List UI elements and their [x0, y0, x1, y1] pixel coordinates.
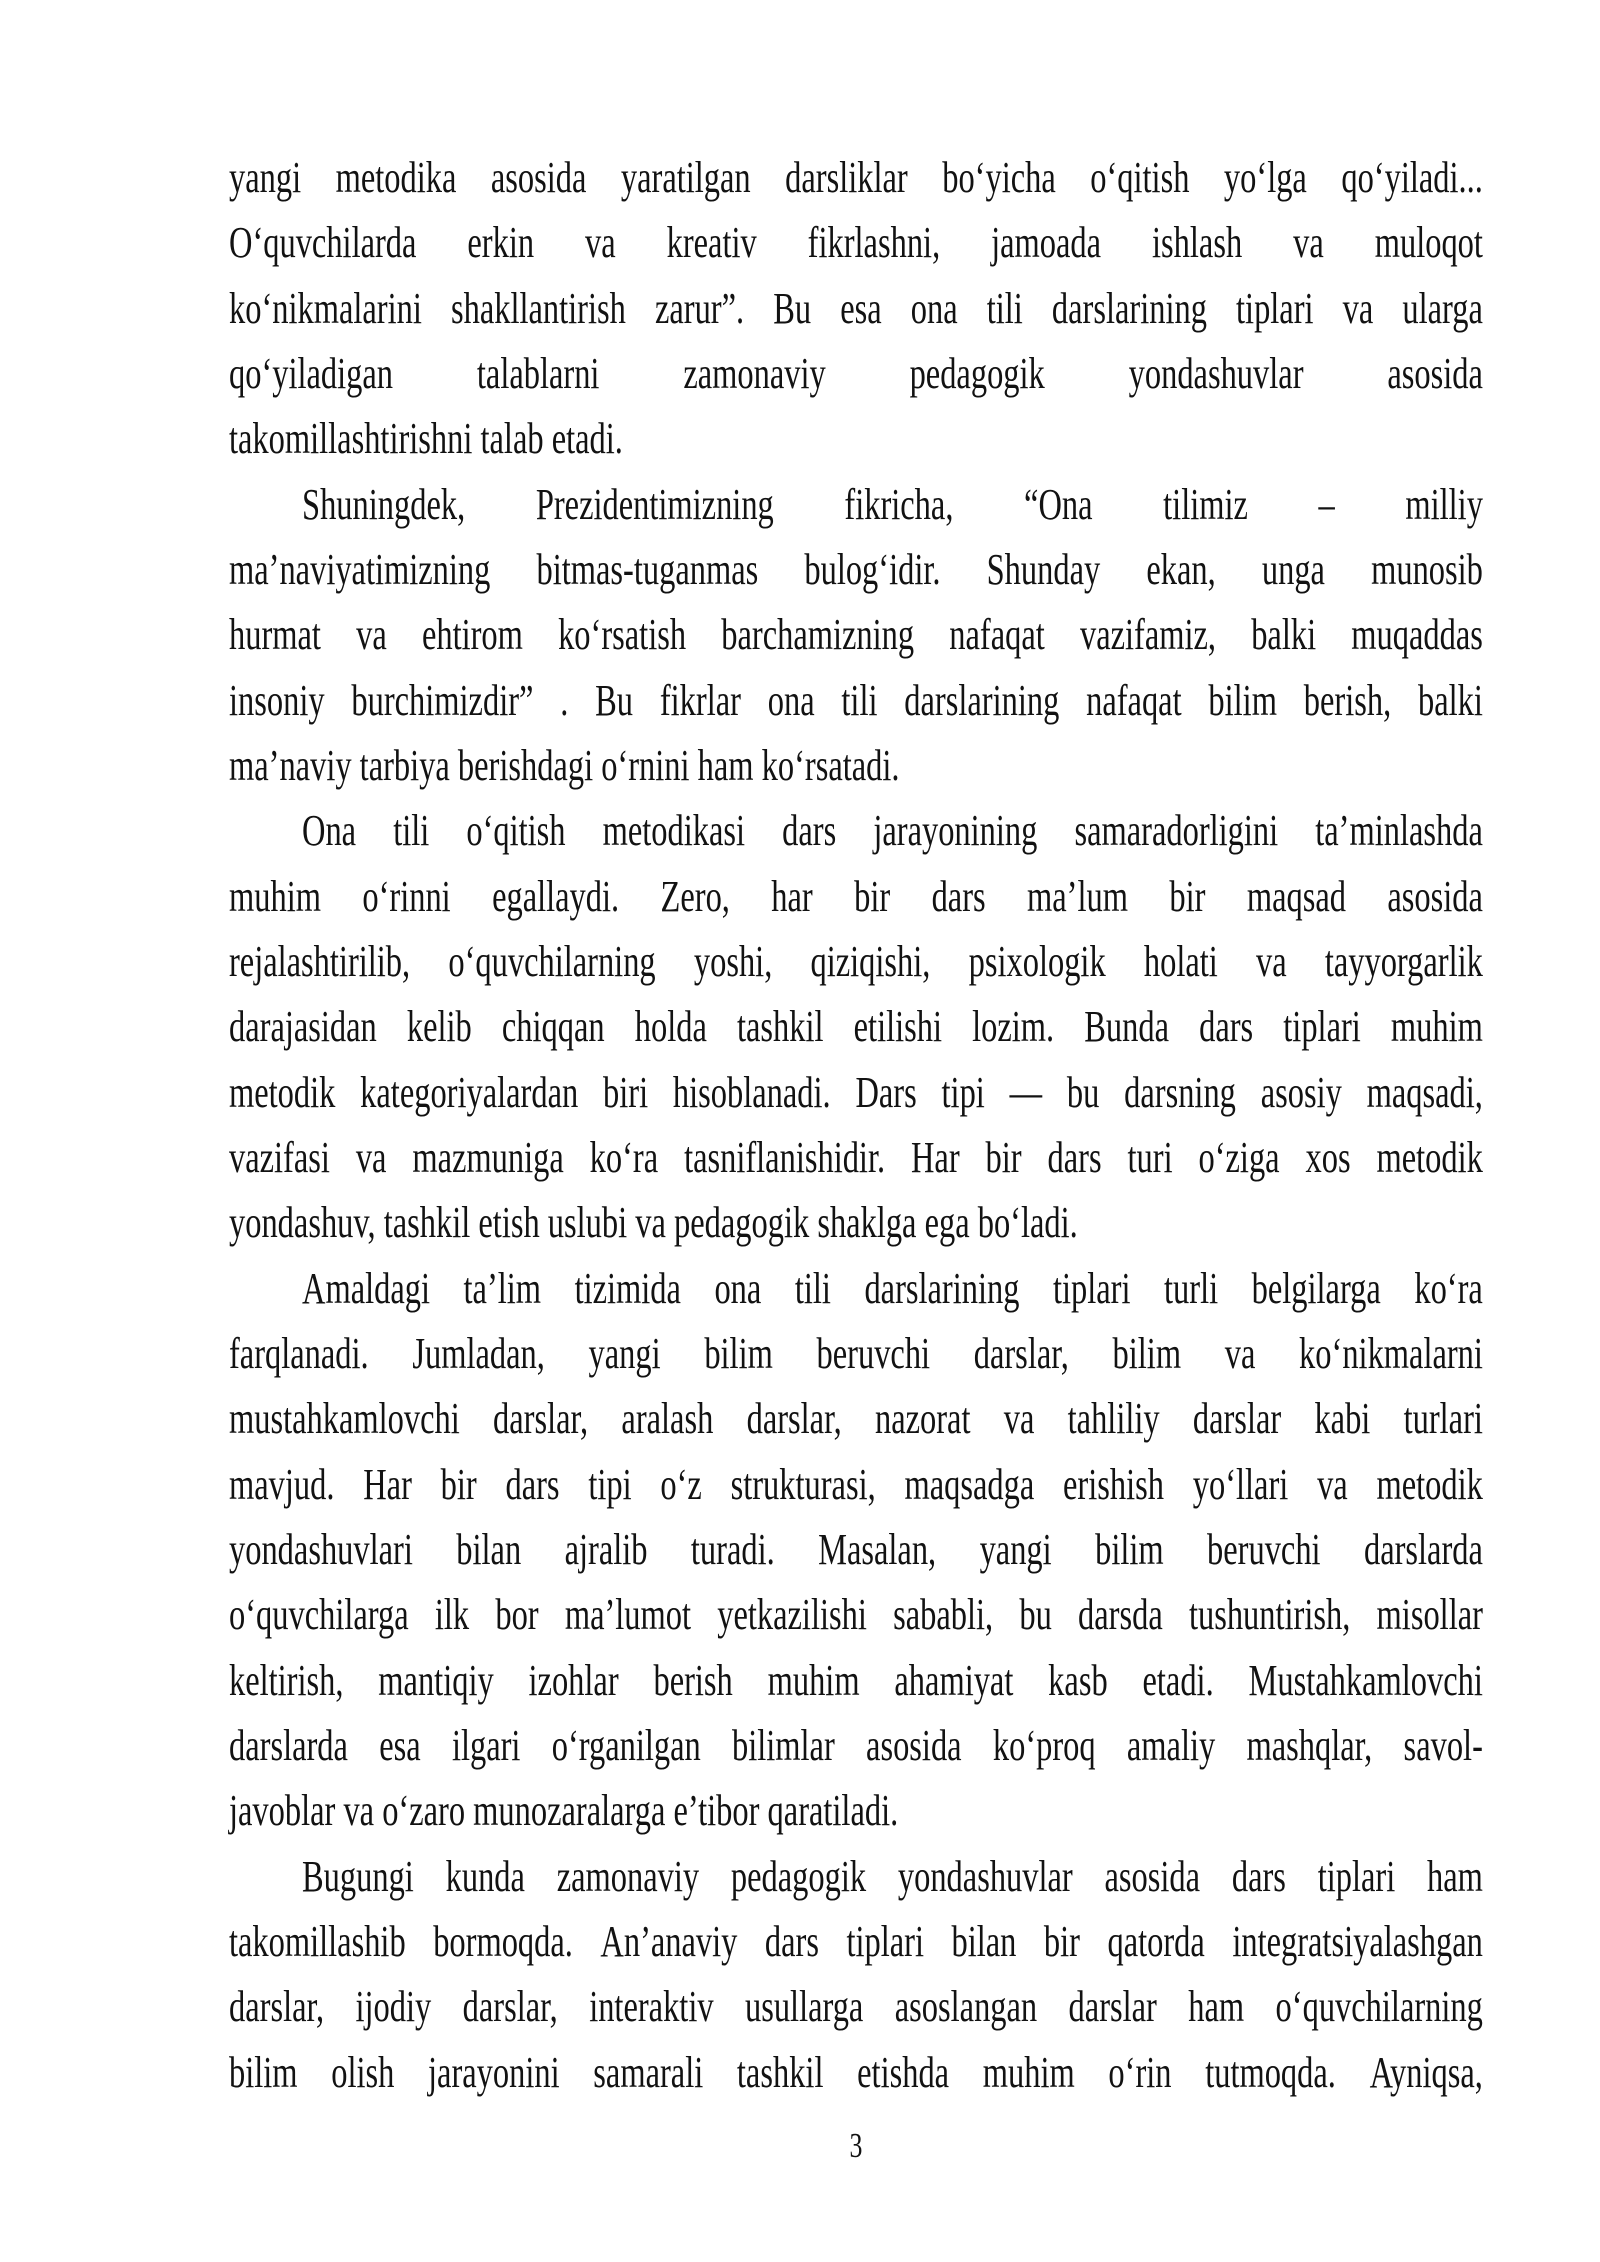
word: nafaqat [949, 610, 1045, 660]
word: o‘quvchilarning [1275, 1982, 1483, 2032]
word: va [585, 218, 616, 268]
word: yangi [229, 153, 302, 202]
text-line [229, 1452, 1483, 1517]
word: muhim [767, 1655, 860, 1705]
text-line: javoblar va o‘zaro munozaralarga e’tibor qaratiladi. [229, 1786, 899, 1836]
word: pedagogik [730, 1851, 867, 1901]
word: keltirish, [229, 1655, 344, 1705]
text-line [229, 1648, 1483, 1713]
word: o‘quvchilarning [448, 936, 656, 986]
word: nafaqat [1086, 675, 1182, 725]
word: balki [1417, 675, 1483, 725]
word: turli [1164, 1263, 1219, 1313]
word: etishda [857, 2047, 950, 2097]
word: munosib [1371, 544, 1483, 594]
word: Bugungi [302, 1851, 414, 1901]
word: dars [782, 806, 837, 856]
word: zamonaviy [556, 1851, 700, 1901]
word: asosida [1104, 1851, 1201, 1901]
word: bilan [456, 1524, 522, 1574]
word: darslar, [229, 1982, 325, 2032]
word: esa [840, 283, 882, 333]
word: ma’lum [1027, 871, 1128, 921]
text-line [229, 2040, 1483, 2105]
word: darslar, [493, 1394, 589, 1444]
word: esa [379, 1720, 421, 1770]
word: vazifasi [229, 1132, 330, 1182]
word: bir [1043, 1916, 1080, 1966]
word: hisoblanadi. [672, 1067, 831, 1117]
word: qiziqishi, [810, 936, 931, 986]
word: va [1317, 1459, 1348, 1509]
word: interaktiv [589, 1982, 714, 2032]
word: bilim [1112, 1328, 1182, 1378]
word: psixologik [968, 936, 1106, 986]
word: Jumladan, [412, 1328, 545, 1378]
word: dars [931, 871, 986, 921]
word: savol- [1403, 1720, 1483, 1770]
word: tiplari [1052, 1263, 1131, 1313]
word: bilimlar [732, 1720, 835, 1770]
word: yondashuvlari [229, 1524, 413, 1574]
word: va [355, 1132, 387, 1182]
word: asosida [1387, 348, 1483, 398]
word: . [560, 675, 569, 725]
word: yondashuvlar [1128, 348, 1304, 398]
word: metodik [229, 1067, 336, 1117]
word: Har [363, 1459, 412, 1509]
word: strukturasi, [730, 1459, 876, 1509]
word: darslar, [973, 1328, 1069, 1378]
text-line [229, 602, 1483, 667]
word: amaliy [1126, 1720, 1216, 1770]
word: Masalan, [818, 1524, 937, 1574]
word: muhim [1390, 1002, 1483, 1052]
word: bu [1019, 1590, 1052, 1640]
word: har [771, 871, 813, 921]
text-line [229, 1909, 1483, 1974]
word: dars [764, 1916, 819, 1966]
word: bo‘yicha [942, 153, 1056, 202]
word: ahamiyat [894, 1655, 1014, 1705]
word: bir [985, 1132, 1022, 1182]
word: muhim [982, 2047, 1075, 2097]
word: ham [1188, 1982, 1245, 2032]
word: metodikasi [602, 806, 746, 856]
word: O‘quvchilarda [229, 218, 417, 268]
word: berish [653, 1655, 733, 1705]
word: va [1224, 1328, 1256, 1378]
word: An’anaviy [600, 1916, 738, 1966]
word: kategoriyalardan [360, 1067, 579, 1117]
word: etadi. [1142, 1655, 1214, 1705]
word: balki [1251, 610, 1317, 660]
word: izohlar [528, 1655, 619, 1705]
text-line [229, 668, 1483, 733]
word: mashqlar, [1246, 1720, 1373, 1770]
text-line [229, 994, 1483, 1059]
word: tiplari [1283, 1002, 1361, 1052]
word: holda [634, 1002, 707, 1052]
text-line [229, 1974, 1483, 2039]
word: takomillashib [229, 1916, 406, 1966]
word: maqsadi, [1366, 1067, 1483, 1117]
word: o‘rin [1108, 2047, 1172, 2097]
text-line: takomillashtirishni talab etadi. [229, 414, 623, 464]
word: yondashuvlar [897, 1851, 1073, 1901]
text-line [229, 537, 1483, 602]
word: darslarining [1051, 283, 1207, 333]
word: dars [1231, 1851, 1286, 1901]
word: asosida [490, 153, 587, 202]
text-line [229, 929, 1483, 994]
text-line [229, 1256, 1483, 1321]
word: muqaddas [1351, 610, 1483, 660]
word: ham [1427, 1851, 1483, 1901]
word: o‘qitish [466, 806, 566, 856]
text-line [229, 145, 1483, 210]
word: ijodiy [355, 1982, 432, 2032]
word: mustahkamlovchi [229, 1394, 460, 1444]
word: metodik [1376, 1132, 1483, 1182]
word: egallaydi. [492, 871, 620, 921]
word: kabi [1314, 1394, 1371, 1444]
text-line [229, 1517, 1483, 1582]
word: ona [910, 283, 958, 333]
word: Prezidentimizning [535, 479, 774, 529]
word: burchimizdir” [351, 675, 534, 725]
word: qatorda [1107, 1916, 1205, 1966]
word: va [1003, 1394, 1035, 1444]
word: darslar, [462, 1982, 558, 2032]
word: milliy [1405, 479, 1483, 529]
word: ta’minlashda [1315, 806, 1483, 856]
word: asosida [1387, 871, 1483, 921]
word: ma’naviyatimizning [229, 544, 491, 594]
word: yangi [588, 1328, 661, 1378]
word: va [1293, 218, 1324, 268]
word: Bu [773, 283, 812, 333]
word: etilishi [853, 1002, 942, 1052]
word: Ona [302, 806, 357, 856]
text-line [229, 1386, 1483, 1451]
word: zarur”. [654, 283, 745, 333]
body-text [229, 145, 1483, 2166]
text-lines [229, 145, 1483, 2105]
word: Zero, [660, 871, 730, 921]
word: holati [1143, 936, 1218, 986]
word: ko‘nikmalarni [1299, 1328, 1483, 1378]
word: darslar [1192, 1394, 1282, 1444]
word: darsning [1124, 1067, 1236, 1117]
word: yo‘llari [1192, 1459, 1289, 1509]
word: yaratilgan [620, 153, 751, 202]
word: Ayniqsa, [1369, 2047, 1483, 2097]
word: nazorat [874, 1394, 971, 1444]
word: metodika [335, 153, 457, 202]
word: qo‘yiladigan [229, 348, 394, 398]
word: jarayonini [428, 2047, 560, 2097]
word: tashkil [736, 2047, 824, 2097]
text-line [229, 798, 1483, 863]
word: sababli, [893, 1590, 994, 1640]
word: ilgari [451, 1720, 521, 1770]
word: usullarga [744, 1982, 864, 2032]
word: turadi. [690, 1524, 775, 1574]
word: ona [714, 1263, 762, 1313]
word: hurmat [229, 610, 321, 660]
word: tipi [941, 1067, 985, 1117]
word: ehtirom [421, 610, 523, 660]
word: o‘rganilgan [551, 1720, 701, 1770]
word: turlari [1403, 1394, 1483, 1444]
word: tiplari [1317, 1851, 1396, 1901]
word: misollar [1376, 1590, 1483, 1640]
word: darslarda [229, 1720, 348, 1770]
word: biri [603, 1067, 649, 1117]
word: dars [505, 1459, 560, 1509]
word: bormoqda. [433, 1916, 573, 1966]
word: asoslangan [894, 1982, 1038, 2032]
word: ajralib [564, 1524, 648, 1574]
word: turi [1127, 1132, 1173, 1182]
word: tayyorgarlik [1324, 936, 1483, 986]
word: shakllantirish [450, 283, 626, 333]
text-line: yondashuv, tashkil etish uslubi va pedagogik shaklga ega bo‘ladi. [229, 1198, 1078, 1248]
word: Bunda [1084, 1002, 1169, 1052]
word: o‘quvchilarga [229, 1590, 409, 1640]
word: rejalashtirilib, [229, 936, 411, 986]
word: fikrlashni, [807, 218, 941, 268]
word: Amaldagi [302, 1263, 431, 1313]
word: dars [1047, 1132, 1102, 1182]
word: tili [794, 1263, 831, 1313]
word: zamonaviy [683, 348, 826, 398]
word: xos [1305, 1132, 1351, 1182]
word: ekan, [1146, 544, 1216, 594]
word: asosiy [1260, 1067, 1342, 1117]
word: bir [854, 871, 891, 921]
word: bir [1169, 871, 1206, 921]
text-line [229, 210, 1483, 275]
word: tizimida [574, 1263, 681, 1313]
word: bilim [704, 1328, 773, 1378]
word: darslar [1068, 1982, 1157, 2032]
word: unga [1261, 544, 1325, 594]
word: tiplari [846, 1916, 925, 1966]
text-line [229, 1844, 1483, 1909]
word: metodik [1376, 1459, 1483, 1509]
word: darsliklar [785, 153, 908, 202]
word: tili [841, 675, 878, 725]
word: Bu [595, 675, 634, 725]
word: ko‘nikmalarini [229, 283, 422, 333]
word: darslarda [1363, 1524, 1483, 1574]
word: tili [393, 806, 430, 856]
word: ko‘proq [992, 1720, 1096, 1770]
word: beruvchi [1207, 1524, 1321, 1574]
word: bulog‘idir. [804, 544, 941, 594]
word: bir [440, 1459, 477, 1509]
word: bilim [1095, 1524, 1164, 1574]
text-line [229, 1060, 1483, 1125]
word: fikricha, [844, 479, 954, 529]
word: tiplari [1236, 283, 1314, 333]
word: farqlanadi. [229, 1328, 369, 1378]
word: va [356, 610, 387, 660]
text-line [229, 1582, 1483, 1647]
word: integratsiyalashgan [1232, 1916, 1483, 1966]
word: ilk [434, 1590, 470, 1640]
word: tahliliy [1067, 1394, 1160, 1444]
word: “Ona [1024, 479, 1093, 529]
word: kreativ [666, 218, 757, 268]
word: jamoada [991, 218, 1102, 268]
word: ishlash [1152, 218, 1243, 268]
word: ularga [1402, 283, 1483, 333]
word: ta’lim [463, 1263, 542, 1313]
word: yoshi, [693, 936, 773, 986]
word: fikrlar [659, 675, 741, 725]
word: darsda [1078, 1590, 1163, 1640]
word: mavjud. [229, 1459, 335, 1509]
word: yo‘lga [1223, 153, 1307, 202]
word: o‘qitish [1090, 153, 1190, 202]
text-line [229, 472, 1483, 537]
word: belgilarga [1251, 1263, 1381, 1313]
word: darajasidan [229, 1002, 377, 1052]
word: Dars [855, 1067, 917, 1117]
word: ma’lumot [564, 1590, 692, 1640]
word: bitmas-tuganmas [536, 544, 759, 594]
word: – [1318, 479, 1335, 529]
word: mantiqiy [378, 1655, 494, 1705]
word: qo‘yiladi... [1341, 153, 1483, 202]
text-line [229, 1125, 1483, 1190]
word: ko‘ra [1414, 1263, 1483, 1313]
word: Shuningdek, [302, 479, 466, 529]
word: dars [1199, 1002, 1254, 1052]
word: tashkil [736, 1002, 824, 1052]
word: chiqqan [501, 1002, 605, 1052]
word: samarali [593, 2047, 704, 2097]
word: yetkazilishi [717, 1590, 867, 1640]
word: tasniflanishidir. [684, 1132, 886, 1182]
word: ko‘ra [589, 1132, 659, 1182]
word: o‘ziga [1198, 1132, 1280, 1182]
word: bilim [1208, 675, 1277, 725]
word: ko‘rsatish [558, 610, 687, 660]
text-line [229, 276, 1483, 341]
word: tutmoqda. [1205, 2047, 1336, 2097]
word: o‘z [660, 1459, 702, 1509]
word: asosida [866, 1720, 962, 1770]
word: bilan [951, 1916, 1017, 1966]
text-line [229, 1321, 1483, 1386]
text-line: ma’naviy tarbiya berishdagi o‘rnini ham ko‘rsatadi. [229, 740, 900, 790]
word: muloqot [1374, 218, 1483, 268]
word: mazmuniga [412, 1132, 564, 1182]
word: darslar, [746, 1394, 842, 1444]
word: darslarining [864, 1263, 1020, 1313]
word: talablarni [476, 348, 600, 398]
word: tipi [588, 1459, 632, 1509]
word: maqsad [1246, 871, 1346, 921]
word: aralash [621, 1394, 714, 1444]
text-line [229, 864, 1483, 929]
word: beruvchi [816, 1328, 931, 1378]
word: tushuntirish, [1188, 1590, 1351, 1640]
word: lozim. [972, 1002, 1055, 1052]
word: kelib [406, 1002, 472, 1052]
word: insoniy [229, 675, 325, 725]
page-number: 3 [849, 2125, 863, 2165]
word: darslarining [904, 675, 1060, 725]
word: tili [986, 283, 1023, 333]
word: maqsadga [904, 1459, 1035, 1509]
word: bilim [229, 2047, 298, 2097]
word: bu [1066, 1067, 1100, 1117]
word: pedagogik [909, 348, 1045, 398]
text-line [229, 341, 1483, 406]
word: ona [767, 675, 815, 725]
word: yangi [979, 1524, 1052, 1574]
word: Har [910, 1132, 960, 1182]
word: vazifamiz, [1079, 610, 1217, 660]
word: erishish [1063, 1459, 1165, 1509]
word: tilimiz [1163, 479, 1248, 529]
word: muhim [229, 871, 321, 921]
word: va [1255, 936, 1287, 986]
word: bor [495, 1590, 539, 1640]
word: va [1342, 283, 1374, 333]
word: samaradorligini [1074, 806, 1279, 856]
word: kunda [445, 1851, 525, 1901]
word: Shunday [986, 544, 1101, 594]
word: barchamizning [721, 610, 915, 660]
text-line [229, 1713, 1483, 1778]
word: — [1009, 1067, 1043, 1117]
word: olish [331, 2047, 395, 2097]
word: kasb [1048, 1655, 1108, 1705]
word: erkin [467, 218, 535, 268]
word: berish, [1303, 675, 1392, 725]
word: Mustahkamlovchi [1248, 1655, 1483, 1705]
word: o‘rinni [362, 871, 451, 921]
word: jarayonining [873, 806, 1038, 856]
